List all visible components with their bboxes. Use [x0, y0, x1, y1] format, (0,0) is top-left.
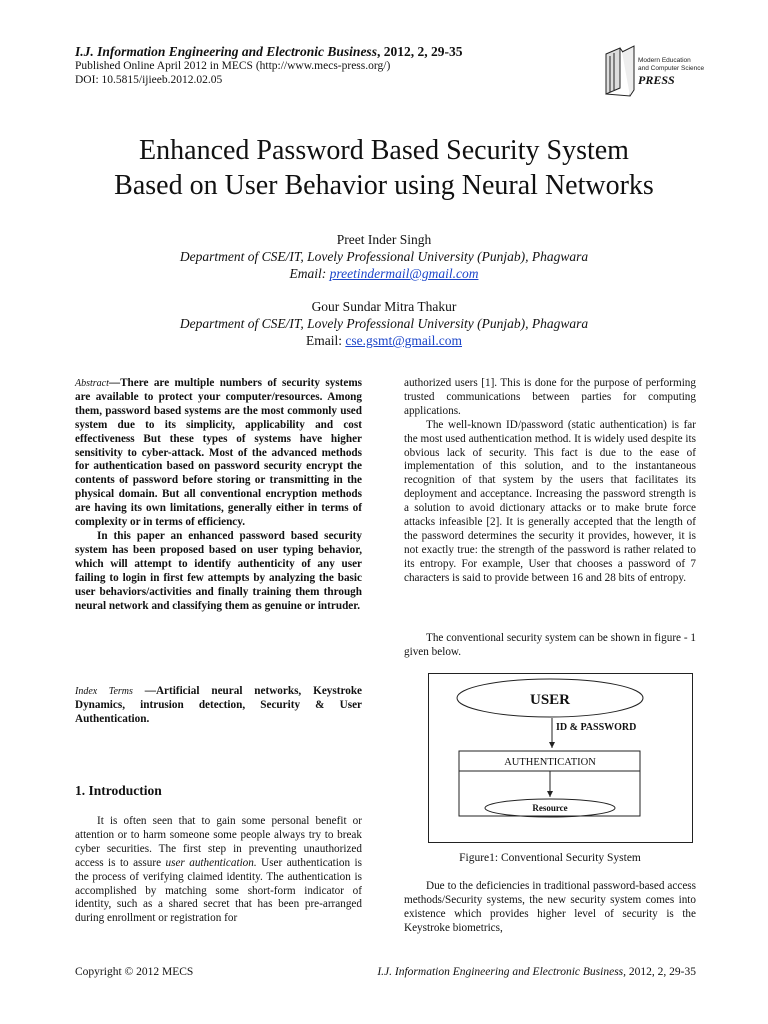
- mecs-press-logo: [600, 40, 710, 100]
- index-terms-dash: —: [132, 685, 156, 697]
- journal-issue: , 2012, 2, 29-35: [376, 44, 463, 59]
- right-paragraph-2: The well-known ID/password (static authentication) is far the most used authentication method. It is widely used despite its obvious lack of security. This fact is due to the ease of implementation of this solution, and to the instantaneous recognition of that system by the users that facilitates its deployment and acceptance. Increasing the password strength is a solution to avoid dictionary attacks or to make brute force attacks infeasible [2]. It is generally accepted that the length of the password determines the security it provides, however, it is not exactly true: the strength of the password is rather related to its entropy. For example, User that chooses a password of 7 characters is said to provide between 16 and 28 bits of entropy.: [404, 418, 696, 584]
- logo-line-1: Modern Education: [638, 57, 691, 64]
- author-block-1: [40, 231, 728, 282]
- right-paragraph-4: Due to the deficiencies in traditional password-based access methods/Security systems, the new security system comes into existence which provides higher level of security is the Keystroke biometrics,: [404, 880, 696, 934]
- footer-journal-name: I.J. Information Engineering and Electronic Business,: [377, 966, 627, 978]
- index-terms-label: Index Terms: [75, 686, 133, 697]
- footer-journal-issue: 2012, 2, 29-35: [626, 966, 696, 978]
- journal-name: I.J. Information Engineering and Electronic Business: [75, 44, 377, 59]
- abstract-paragraph-2: In this paper an enhanced password based security system has been proposed based on user typing behavior, which will attempt to identify authenticity of any user failing to login in first few attempts by analyzing the basic user behaviors/activities and finally training them through neural network and classifying them as genuine or intruder.: [75, 529, 362, 612]
- title-line-2: Based on User Behavior using Neural Networks: [114, 170, 654, 201]
- email-link[interactable]: cse.gsmt@gmail.com: [345, 333, 463, 348]
- figure-intro-paragraph: [404, 632, 696, 660]
- email-label: Email:: [305, 333, 346, 348]
- doi: DOI: 10.5815/ijieeb.2012.02.05: [75, 74, 223, 86]
- title-line-1: Enhanced Password Based Security System: [139, 135, 629, 166]
- logo-line-3: PRESS: [638, 73, 675, 87]
- author-name: Preet Inder Singh: [336, 232, 432, 247]
- resource-label: Resource: [532, 803, 568, 813]
- abstract-label: Abstract: [75, 378, 109, 389]
- intro-text-a: It is often seen that to gain some personal benefit or attention or to harm someone some people always try to break cyber securities. The first step in preventing unauthorized access is to assure: [75, 815, 362, 869]
- authentication-label: AUTHENTICATION: [504, 757, 596, 768]
- figure-1-diagram: [429, 674, 692, 842]
- email-label: Email:: [289, 266, 330, 281]
- section-heading-introduction: 1. Introduction: [75, 783, 162, 798]
- intro-emphasis: user authentication.: [165, 856, 257, 869]
- abstract-dash: —: [108, 377, 121, 389]
- index-terms: [75, 685, 362, 727]
- right-paragraph-1: authorized users [1]. This is done for the purpose of performing trusted communications between parties for computing applications.: [404, 377, 696, 417]
- publication-info: Published Online April 2012 in MECS (http://www.mecs-press.org/): [75, 60, 391, 72]
- id-password-label: ID & PASSWORD: [556, 722, 637, 733]
- email-link[interactable]: preetindermail@gmail.com: [329, 266, 479, 281]
- abstract-paragraph-1: There are multiple numbers of security systems are available to protect your computer/resources. Among them, password based systems are the most commonly used system due to its simplicity, applicability and cost effectiveness But these types of systems have higher sensitivity to cyber-attack. Most of the advanced methods for authentication based on password security encrypt the contents of password before storing or transmitting in the physical domain. But all conventional encryption methods are having its own limitations, generally either in terms of complexity or in terms of efficiency.: [75, 377, 362, 529]
- abstract: [75, 377, 362, 613]
- author-affiliation: Department of CSE/IT, Lovely Professional University (Punjab), Phagwara: [179, 316, 589, 331]
- right-paragraph-3: The conventional security system can be shown in figure - 1 given below.: [404, 632, 696, 658]
- figure-1-caption: Figure1: Conventional Security System: [459, 852, 641, 864]
- author-name: Gour Sundar Mitra Thakur: [311, 299, 457, 314]
- footer-copyright: Copyright © 2012 MECS: [75, 966, 194, 978]
- journal-title: [75, 44, 462, 60]
- figure-1: [428, 673, 693, 843]
- index-terms-text: Artificial neural networks, Keystroke Dynamics, intrusion detection, Security & User Authentication.: [75, 685, 363, 725]
- introduction-paragraph: [75, 815, 362, 926]
- footer-journal: [330, 966, 696, 978]
- user-label: USER: [529, 692, 571, 708]
- logo-line-2: and Computer Science: [638, 65, 705, 72]
- right-column-text: [404, 377, 696, 586]
- intro-text-b: User authentication is the process of verifying claimed identity. The authentication is accomplished by matching some short-form indicator of identity, such as a shared secret that has been pre-arranged during enrollment or registration for: [75, 856, 362, 925]
- paper-title: [40, 133, 728, 203]
- author-affiliation: Department of CSE/IT, Lovely Professional University (Punjab), Phagwara: [179, 249, 589, 264]
- keystroke-paragraph: [404, 880, 696, 936]
- author-block-2: [40, 298, 728, 349]
